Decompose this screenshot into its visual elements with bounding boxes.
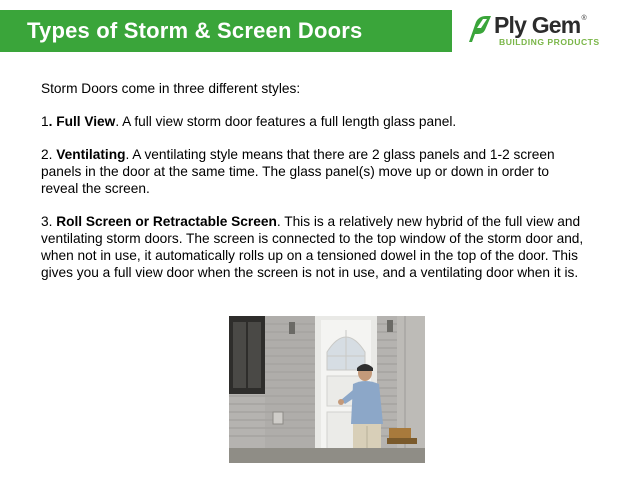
ply-gem-logo — [466, 12, 626, 48]
item-number: 3. — [41, 214, 57, 229]
item-name: Roll Screen or Retractable Screen — [56, 214, 277, 229]
slide-header — [0, 0, 638, 52]
item-name: . Full View — [48, 114, 116, 129]
item-number: 2. — [41, 147, 57, 162]
photo-illustration — [229, 316, 425, 463]
item-number: 1 — [41, 114, 49, 129]
intro-text: Storm Doors come in three different styles: — [41, 81, 301, 96]
ply-gem-leaf-icon — [466, 14, 494, 44]
slide-body — [41, 80, 586, 297]
slide-title: Types of Storm & Screen Doors — [27, 18, 363, 43]
item-name: Ventilating — [56, 147, 126, 162]
item-description: . A ventilating style means that there are 2 glass panels and 1-2 screen panels in the door at the same time. The glass panel(s) move up or down in order to reveal the screen. — [41, 147, 555, 196]
style-item-full-view — [41, 113, 586, 130]
style-item-roll-screen — [41, 213, 586, 281]
item-description: . This is a relatively new hybrid of the full view and ventilating storm doors. The screen is connected to the top window of the storm door and, when not in use, it automatically rolls up on a tensioned dowel in the top of the door. This gives you a full view door when the screen is not in use, and a ventilating door when it is. — [41, 214, 584, 280]
registered-mark: ® — [581, 15, 586, 22]
storm-door-installation-photo — [229, 316, 425, 463]
title-bar — [0, 10, 452, 52]
style-item-ventilating — [41, 146, 586, 197]
logo-subtitle: BUILDING PRODUCTS — [499, 37, 600, 47]
logo-wordmark: Ply Gem® — [494, 12, 586, 38]
item-description: . A full view storm door features a full length glass panel. — [115, 114, 457, 129]
